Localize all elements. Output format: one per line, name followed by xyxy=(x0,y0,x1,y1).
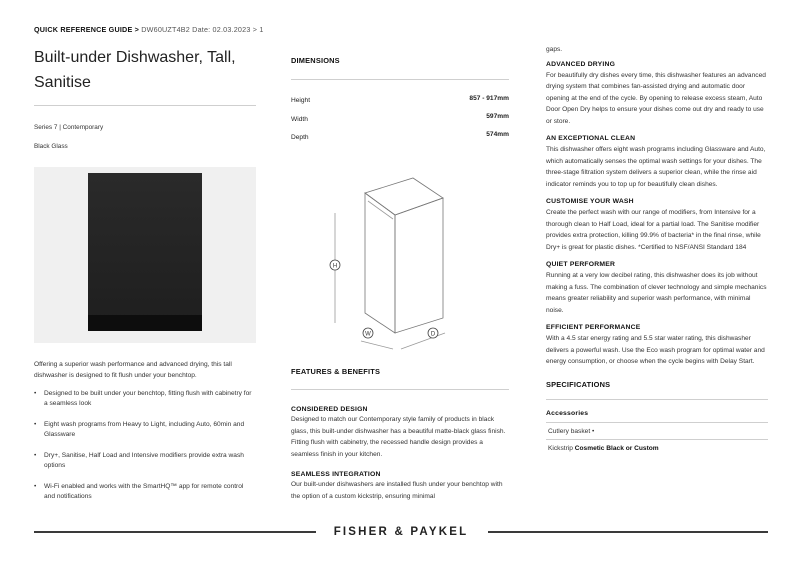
list-item: • Eight wash programs from Heavy to Light, including Auto, 60min and Glassware xyxy=(34,420,256,440)
product-title: Built-under Dishwasher, Tall, Sanitise xyxy=(34,49,236,91)
product-intro: Offering a superior wash performance and advanced drying, this tall dishwasher is designed to fit flush under your benchtop. xyxy=(34,361,232,379)
spec-row-cutlery: Cutlery basket • xyxy=(548,427,595,435)
height-marker-label: H xyxy=(332,263,338,270)
continued-text: gaps. xyxy=(546,46,563,53)
specifications-divider xyxy=(546,399,768,400)
document-meta: DW60UZT4B2 Date: 02.03.2023 > 1 xyxy=(141,25,264,34)
dimension-row-depth: Depth 574mm xyxy=(291,131,509,141)
dimension-row-height: Height 857 - 917mm xyxy=(291,95,509,104)
dimensions-heading: DIMENSIONS xyxy=(291,56,340,65)
dimension-diagram xyxy=(323,173,453,353)
feature-customise-wash: CUSTOMISE YOUR WASH Create the perfect wash with our range of modifiers, from Intensive for a thorough clean to Half Load, ideal for a partial load. The Sanitise modifier provides extra protection, killing 99.9% of bacteria* in the final rinse, while Dry+ is great for plastic dishes. *Certified to NSF/ANSI Standard 184 xyxy=(546,198,761,251)
spec-row-divider xyxy=(546,439,768,440)
features-divider xyxy=(291,389,509,390)
product-series: Series 7 | Contemporary xyxy=(34,124,104,131)
width-marker-label: W xyxy=(365,331,371,338)
breadcrumb xyxy=(34,25,264,34)
feature-bullets xyxy=(34,389,256,513)
brand-logo: FISHER & PAYKEL xyxy=(333,526,469,538)
footer-rule-left xyxy=(34,531,316,533)
features-heading: FEATURES & BENEFITS xyxy=(291,367,381,376)
product-image xyxy=(34,167,256,343)
feature-quiet-performer: QUIET PERFORMER Running at a very low decibel rating, this dishwasher does its job without making a fuss. The combination of clever technology and simple mechanics means greater reliability and superior wash performance, with minimal noise. xyxy=(546,261,767,314)
features-column-continued xyxy=(546,45,768,455)
dishwasher-front xyxy=(88,173,202,331)
list-item: • Wi-Fi enabled and works with the SmartHQ™ app for remote control and notifications xyxy=(34,482,256,502)
kickstrip xyxy=(88,315,202,331)
feature-efficient-performance: EFFICIENT PERFORMANCE With a 4.5 star energy rating and 5.5 star water rating, this dishwasher delivers a powerful wash. Use the Eco wash program for optimal water and energy consumption, or choose when the cycle begins with Delay Start. xyxy=(546,324,765,365)
product-finish: Black Glass xyxy=(34,143,68,150)
spec-row-kickstrip: Kickstrip Cosmetic Black or Custom xyxy=(548,445,659,452)
feature-advanced-drying: ADVANCED DRYING For beautifully dry dishes every time, this dishwasher features an advanced drying system that combines fan-assisted drying and automatic door opening at the end of the cycle. By opening to release excess steam, Auto Door Open Dry helps to ensure your dishes come out dry and ready to use or store. xyxy=(546,60,766,125)
title-divider xyxy=(34,105,256,106)
dimensions-divider xyxy=(291,79,509,80)
depth-marker-label: D xyxy=(430,331,436,338)
feature-considered-design: CONSIDERED DESIGN Designed to match our Contemporary style family of products in black glass, this built-under dishwasher has a beautiful matte-black glass finish. Fitting flush with cabinetry, the recessed handle design provides a seamless finish in your kitchen. xyxy=(291,406,506,458)
specifications-heading: SPECIFICATIONS xyxy=(546,379,611,389)
feature-seamless-integration: SEAMLESS INTEGRATION Our built-under dishwashers are installed flush under your benchtop with the option of a custom kickstrip, ensuring minimal xyxy=(291,471,503,500)
list-item: • Designed to be built under your benchtop, fitting flush with cabinetry for a seamless look xyxy=(34,389,256,409)
feature-exceptional-clean: AN EXCEPTIONAL CLEAN This dishwasher offers eight wash programs including Glassware and Auto, which automatically senses the optimal wash settings for your dishes. The three-stage filtration system delivers a superior clean, while the rinse aid indicator reminds you to top up for beautifully clean dishes. xyxy=(546,135,766,188)
accessories-divider xyxy=(546,422,768,423)
footer-rule-right xyxy=(488,531,768,533)
list-item: • Dry+, Sanitise, Half Load and Intensive modifiers provide extra wash options xyxy=(34,451,256,471)
guide-label: QUICK REFERENCE GUIDE > xyxy=(34,25,140,34)
dimension-row-width: Width 597mm xyxy=(291,113,509,123)
product-column xyxy=(34,45,256,500)
accessories-heading: Accessories xyxy=(546,409,589,417)
